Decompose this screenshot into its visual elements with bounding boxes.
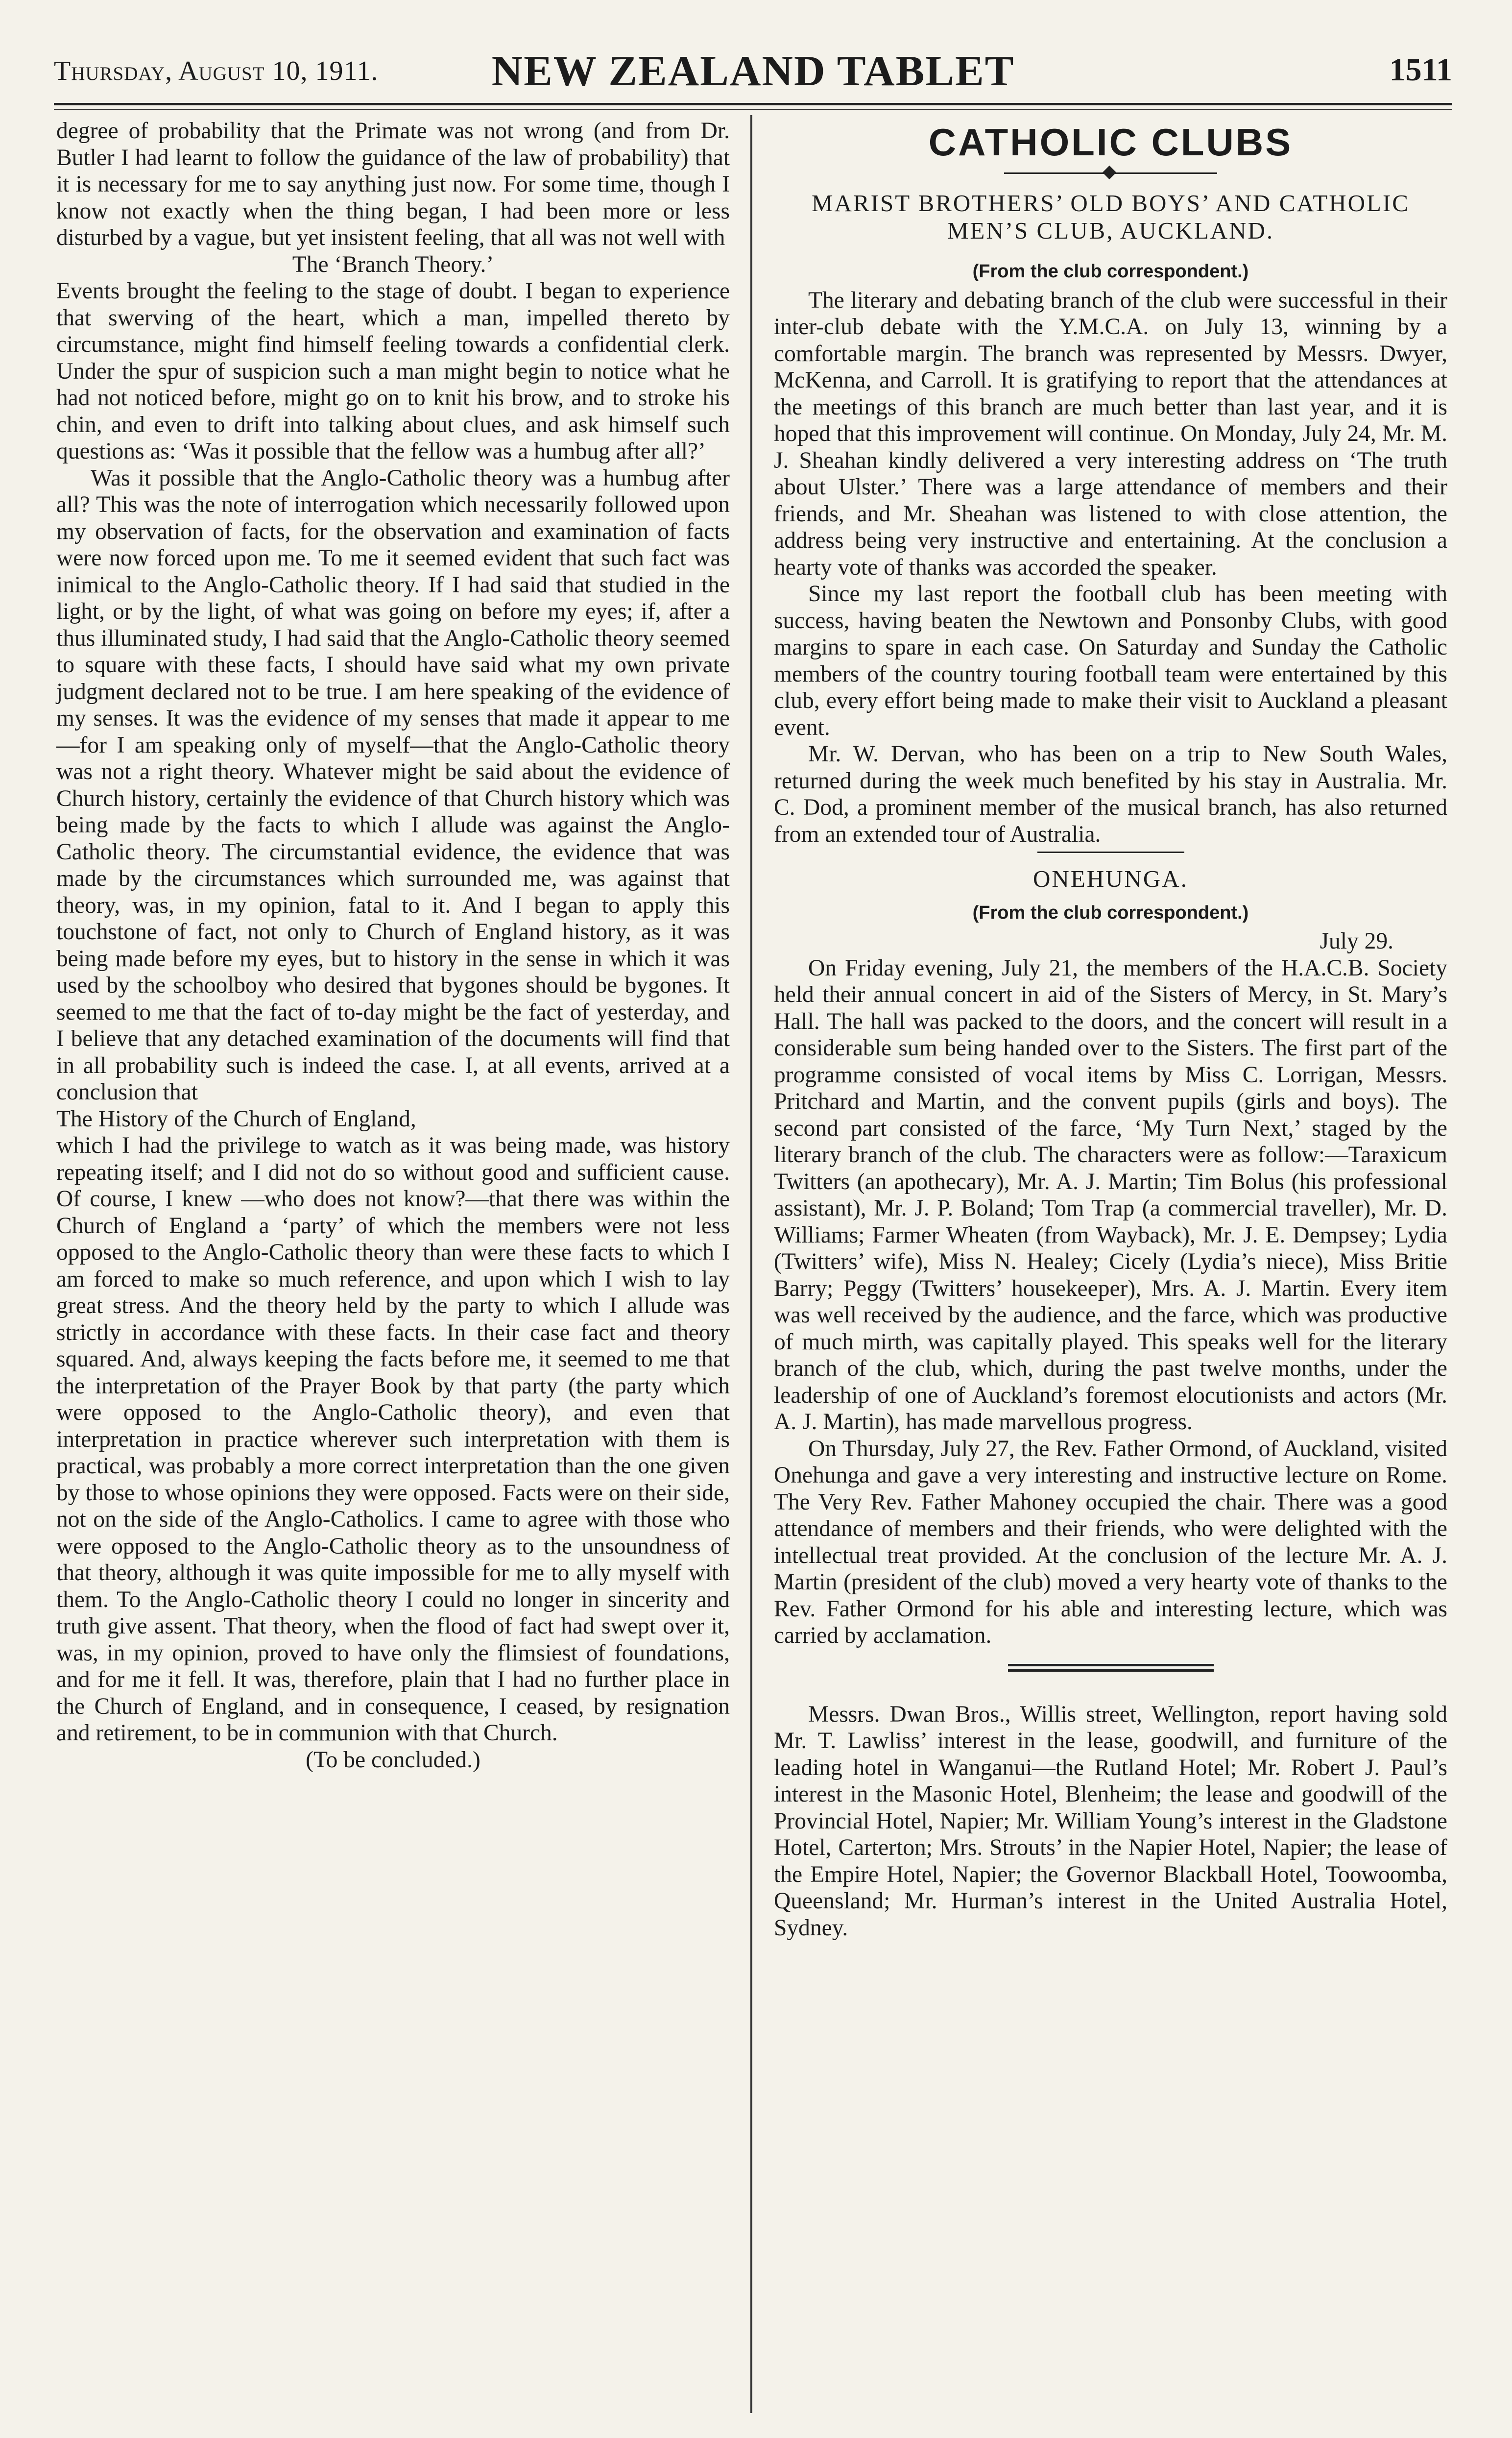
header-rule-thin bbox=[54, 109, 1452, 110]
page-header bbox=[54, 47, 1452, 100]
header-rule bbox=[54, 103, 1452, 105]
masthead-title: NEW ZEALAND TABLET bbox=[491, 48, 1015, 95]
article-paragraph: Since my last report the football club has been meeting with success, having beaten the Newtown and Ponsonby Clubs, with good margins to spare in each case. On Saturday and Sunday the Catholic members of the country touring football team were entertained by this club, every effort being made to make their visit to Auckland a pleasant event. bbox=[774, 581, 1447, 740]
right-column bbox=[774, 118, 1447, 1941]
article-paragraph: On Thursday, July 27, the Rev. Father Ormond, of Auckland, visited Onehunga and gave a very interesting and instructive lecture on Rome. The Very Rev. Father Mahoney occupied the chair. There was a good attendance of members and their friends, who were delighted with the intellectual treat provided. At the conclusion of the lecture Mr. A. J. Martin (president of the club) moved a very hearty vote of thanks to the Rev. Father Ormond for his able and interesting lecture, which was carried by acclamation. bbox=[774, 1436, 1447, 1648]
correspondent-note: (From the club correspondent.) bbox=[972, 261, 1249, 282]
place-heading: ONEHUNGA. bbox=[1033, 865, 1188, 892]
to-be-concluded: (To be concluded.) bbox=[306, 1747, 480, 1773]
column-divider bbox=[750, 115, 752, 2413]
correspondent-note: (From the club correspondent.) bbox=[972, 902, 1249, 923]
section-subheading: The History of the Church of England, bbox=[56, 1106, 416, 1132]
article-paragraph: degree of probability that the Primate was not wrong (and from Dr. Butler I had learnt to follow the guidance of the law of probability) that it is necessary for me to say anything just now. For some time, though I know not exactly when the thing began, I had been more or less disturbed by a vague, but yet insistent feeling, that all was not well with bbox=[56, 118, 730, 250]
section-title: CATHOLIC CLUBS bbox=[928, 121, 1293, 164]
issue-date: Thursday, August 10, 1911. bbox=[54, 56, 379, 86]
report-date: July 29. bbox=[1320, 928, 1393, 954]
section-rule bbox=[1037, 852, 1184, 853]
article-paragraph: Mr. W. Dervan, who has been on a trip to New South Wales, returned during the week much benefited by his stay in Australia. Mr. C. Dod, a prominent member of the musical branch, has also returned from an extended tour of Australia. bbox=[774, 741, 1447, 847]
article-paragraph: Was it possible that the Anglo-Catholic theory was a humbug after all? This was the note of interrogation which necessarily followed upon my observation of facts, for the observation and examination of facts were now forced upon me. To me it seemed evident that such fact was inimical to the Anglo-Catholic theory. If I had said that studied in the light, or by the light, of what was going on before my eyes; if, after a thus illuminated study, I had said that the Anglo-Catholic theory seemed to square with these facts, I should have said what my own private judgment declared not to be true. I am here speaking of the evidence of my senses. It was the evidence of my senses that made it appear to me—for I am speaking only of myself—that the Anglo-Catholic theory was not a right theory. Whatever might be said about the evidence of Church history, certainly the evidence of that Church history which was being made by the facts to which I allude was against the Anglo-Catholic theory. The circumstantial evidence, the evidence that was made by the circumstances which surrounded me, was against that theory, was, in my opinion, fatal to it. And I began to apply this touchstone of fact, not only to Church of England history, as it was being made before my eyes, but to history in the sense in which it was used by the schoolboy who desired that bygones should be bygones. It seemed to me that the fact of to-day might be the fact of yesterday, and I believe that any detached examination of the documents will find that in all probability such is indeed the case. I, at all events, arrived at a conclusion that bbox=[56, 465, 730, 1105]
club-subtitle: MARIST BROTHERS’ OLD BOYS’ AND CATHOLIC MEN’S CLUB, AUCKLAND. bbox=[812, 190, 1410, 244]
article-paragraph: which I had the privilege to watch as it was being made, was history repeating itself; and I did not do so without good and sufficient cause. Of course, I knew —who does not know?—that there was within the Church of England a ‘party’ of which the members were not less opposed to the Anglo-Catholic theory than were these facts to which I am forced to make so much reference, and upon which I wish to lay great stress. And the theory held by the party to which I allude was strictly in accordance with these facts. In their case fact and theory squared. And, always keeping the facts before me, it seemed to me that the interpretation of the Prayer Book by that party (the party which were opposed to the Anglo-Catholic theory), and even that interpretation in practice wherever such interpretation with them is practical, was probably a more correct interpretation than the one given by those to whose opinions they were opposed. Facts were on their side, not on the side of the Anglo-Catholics. I came to agree with those who were opposed to the Anglo-Catholic theory as to the unsoundness of that theory, although it was quite impossible for me to ally myself with them. To the Anglo-Catholic theory I could no longer in sincerity and truth give assent. That theory, when the flood of fact had swept over it, was, in my opinion, proved to have only the flimsiest of foundations, and for me it fell. It was, therefore, plain that I had no further place in the Church of England, and in consequence, I ceased, by resignation and retirement, to be in communion with that Church. bbox=[56, 1133, 730, 1746]
section-subheading: The ‘Branch Theory.’ bbox=[292, 251, 494, 277]
double-rule bbox=[1008, 1664, 1214, 1672]
article-paragraph: Events brought the feeling to the stage of doubt. I began to experience that swerving of the heart, which a man, impelled thereto by circumstance, might find himself feeling towards a confidential clerk. Under the spur of suspicion such a man might begin to notice what he had not noticed before, might go on to knit his brow, and to stroke his chin, and even to drift into talking about clues, and ask himself such questions as: ‘Was it possible that the fellow was a humbug after all?’ bbox=[56, 278, 730, 464]
article-paragraph: On Friday evening, July 21, the members of the H.A.C.B. Society held their annual concert in aid of the Sisters of Mercy, in St. Mary’s Hall. The hall was packed to the doors, and the concert will result in a considerable sum being handed over to the Sisters. The first part of the programme consisted of vocal items by Miss C. Lorrigan, Messrs. Pritchard and Martin, and the convent pupils (girls and boys). The second part consisted of the farce, ‘My Turn Next,’ staged by the literary branch of the club. The characters were as follow:—Taraxicum Twitters (an apothecary), Mr. A. J. Martin; Tim Bolus (his professional assistant), Mr. J. P. Boland; Tom Trap (a commercial traveller), Mr. D. Williams; Farmer Wheaten (from Wayback), Mr. J. E. Dempsey; Lydia (Twitters’ wife), Miss N. Healey; Cicely (Lydia’s niece), Miss Britie Barry; Peggy (Twitters’ housekeeper), Mrs. A. J. Martin. Every item was well received by the audience, and the farce, which was productive of much mirth, was capitally played. This speaks well for the literary branch of the club, which, during the past twelve months, under the leadership of one of Auckland’s foremost elocutionists and actors (Mr. A. J. Martin), has made marvellous progress. bbox=[774, 955, 1447, 1435]
article-paragraph: The literary and debating branch of the club were successful in their inter-club debate with the Y.M.C.A. on July 13, winning by a comfortable margin. The branch was represented by Messrs. Dwyer, McKenna, and Carroll. It is gratifying to report that the attendances at the meetings of this branch are much better than last year, and it is hoped that this improvement will continue. On Monday, July 24, Mr. M. J. Sheahan kindly delivered a very interesting address on ‘The truth about Ulster.’ There was a large attendance of members and their friends, and Mr. Sheahan was listened to with close attention, the address being very instructive and entertaining. At the conclusion a hearty vote of thanks was accorded the speaker. bbox=[774, 287, 1447, 580]
page-number: 1511 bbox=[1389, 52, 1452, 88]
left-column bbox=[56, 118, 730, 1773]
diamond-ornament-icon bbox=[1103, 166, 1116, 179]
article-paragraph: Messrs. Dwan Bros., Willis street, Wellington, report having sold Mr. T. Lawliss’ interest in the lease, goodwill, and furniture of the leading hotel in Wanganui—the Rutland Hotel; Mr. Robert J. Paul’s interest in the Masonic Hotel, Blenheim; the lease and goodwill of the Provincial Hotel, Napier; Mr. William Young’s interest in the Gladstone Hotel, Carterton; Mrs. Strouts’ in the Napier Hotel, Napier; the lease of the Empire Hotel, Napier; the Governor Blackball Hotel, Toowoomba, Queensland; Mr. Hurman’s interest in the United Australia Hotel, Sydney. bbox=[774, 1701, 1447, 1941]
ornament-rule bbox=[774, 166, 1447, 181]
